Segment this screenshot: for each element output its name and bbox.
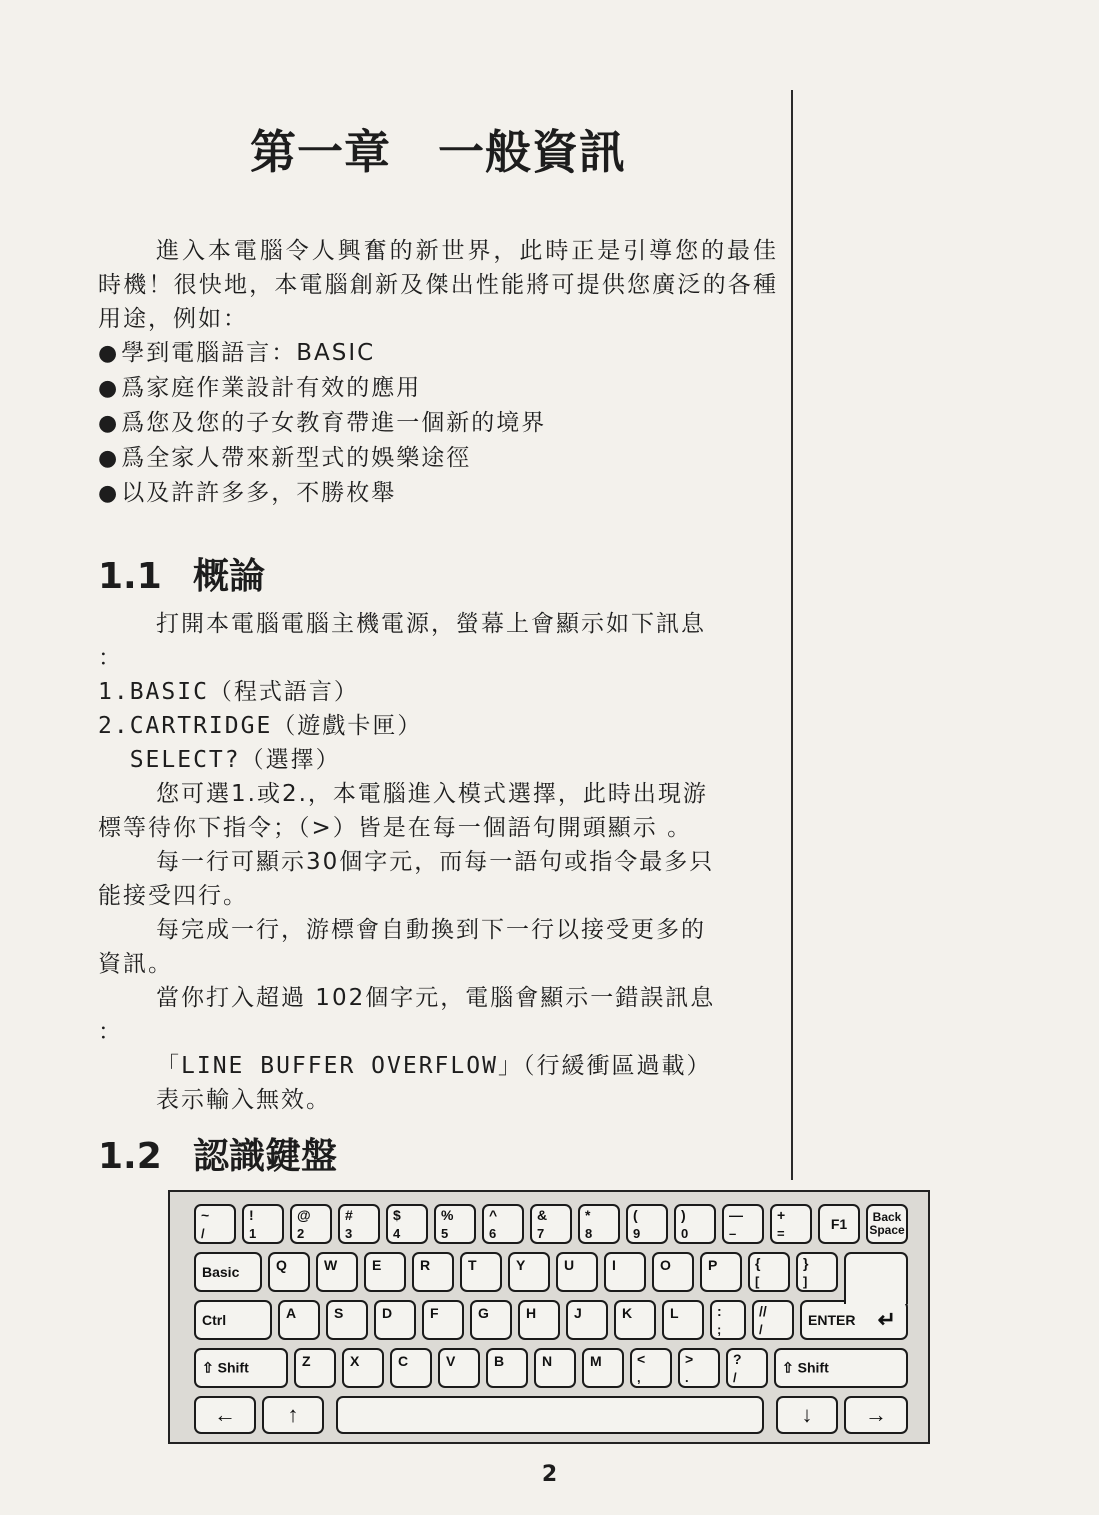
key-arrow-left: ← [194,1396,256,1434]
key-o: O [652,1252,694,1292]
key-arrow-down: ↓ [776,1396,838,1434]
section-heading-1-2 [98,1128,337,1179]
paragraph-line: 表示輸入無效。 [156,1087,331,1113]
bullet-item: ● 以及許許多多，不勝枚舉 [98,476,778,511]
key-t: T [460,1252,502,1292]
key-comma: < , [630,1348,672,1388]
menu-line: 2.CARTRIDGE（遊戲卡匣） [98,713,423,739]
section-number: 1.2 [98,1136,162,1177]
key-f: F [422,1300,464,1340]
key-b: B [486,1348,528,1388]
key-4: $ 4 [386,1204,428,1244]
menu-line: 1.BASIC（程式語言） [98,679,359,705]
key-6: ^ 6 [482,1204,524,1244]
key-5: % 5 [434,1204,476,1244]
key-k: K [614,1300,656,1340]
key-basic: Basic [194,1252,262,1292]
key-r: R [412,1252,454,1292]
overflow-message: 「LINE BUFFER OVERFLOW」（行緩衝區過載） [156,1053,712,1079]
key-q: Q [268,1252,310,1292]
key-a: A [278,1300,320,1340]
key-right-bracket: } ] [796,1252,838,1292]
key-d: D [374,1300,416,1340]
key-quote: // / [752,1300,794,1340]
key-j: J [566,1300,608,1340]
key-s: S [326,1300,368,1340]
bullet-item: ● 爲您及您的子女教育帶進一個新的境界 [98,406,778,441]
key-left-bracket: { [ [748,1252,790,1292]
key-minus: — – [722,1204,764,1244]
intro-block [98,234,778,511]
colon-line: ： [98,645,123,671]
key-arrow-right: → [844,1396,908,1434]
keyboard-diagram [168,1190,930,1444]
column-divider [791,90,793,1180]
key-period: > . [678,1348,720,1388]
key-9: ( 9 [626,1204,668,1244]
key-1: ! 1 [242,1204,284,1244]
paragraph-line: 當你打入超過 102個字元，電腦會顯示一錯誤訊息 [156,985,716,1011]
section-1-1-body [98,607,778,1117]
key-8: * 8 [578,1204,620,1244]
paragraph-line: 資訊。 [98,951,173,977]
key-m: M [582,1348,624,1388]
key-p: P [700,1252,742,1292]
key-enter: ENTER ↵ [800,1300,908,1340]
chapter-title: 第一章 一般資訊 [250,125,626,179]
key-h: H [518,1300,560,1340]
colon-line: ： [98,1019,123,1045]
key-l: L [662,1300,704,1340]
key-equals: + = [770,1204,812,1244]
section-heading-1-1 [98,548,265,599]
key-enter-upper [844,1252,908,1304]
key-w: W [316,1252,358,1292]
key-u: U [556,1252,598,1292]
key-slash: ? / [726,1348,768,1388]
key-n: N [534,1348,576,1388]
key-ctrl: Ctrl [194,1300,272,1340]
key-i: I [604,1252,646,1292]
bullet-item: ● 學到電腦語言：BASIC [98,336,778,371]
key-f1: F1 [818,1204,860,1244]
key-colon: : ; [710,1300,746,1340]
page-number: 2 [541,1462,558,1487]
key-z: Z [294,1348,336,1388]
key-3: # 3 [338,1204,380,1244]
section-number: 1.1 [98,556,162,597]
key-g: G [470,1300,512,1340]
key-7: & 7 [530,1204,572,1244]
key-x: X [342,1348,384,1388]
key-shift-right: ⇧ Shift [774,1348,908,1388]
key-space [336,1396,764,1434]
key-c: C [390,1348,432,1388]
key-tilde: ~ / [194,1204,236,1244]
key-backspace: Back Space [866,1204,908,1244]
key-y: Y [508,1252,550,1292]
bullet-item: ● 爲全家人帶來新型式的娛樂途徑 [98,441,778,476]
section-title: 概論 [193,556,266,597]
paragraph: 打開本電腦電腦主機電源，螢幕上會顯示如下訊息 [156,611,706,637]
intro-paragraph: 進入本電腦令人興奮的新世界，此時正是引導您的最佳時機！很快地，本電腦創新及傑出性能將可提供您廣泛的各種用途，例如： [98,238,778,332]
paragraph-line: 您可選1.或2.，本電腦進入模式選擇，此時出現游 [156,781,708,807]
bullet-item: ● 爲家庭作業設計有效的應用 [98,371,778,406]
paragraph-line: 每完成一行，游標會自動換到下一行以接受更多的 [156,917,706,943]
key-shift-left: ⇧ Shift [194,1348,288,1388]
section-title: 認識鍵盤 [193,1136,338,1177]
key-e: E [364,1252,406,1292]
menu-line: SELECT?（選擇） [98,747,341,773]
key-v: V [438,1348,480,1388]
paragraph-line: 能接受四行。 [98,883,248,909]
key-arrow-up: ↑ [262,1396,324,1434]
paragraph-line: 每一行可顯示30個字元，而每一語句或指令最多只 [156,849,715,875]
key-2: @ 2 [290,1204,332,1244]
key-0: ) 0 [674,1204,716,1244]
paragraph-line: 標等待你下指令；（>）皆是在每一個語句開頭顯示 。 [98,815,693,841]
